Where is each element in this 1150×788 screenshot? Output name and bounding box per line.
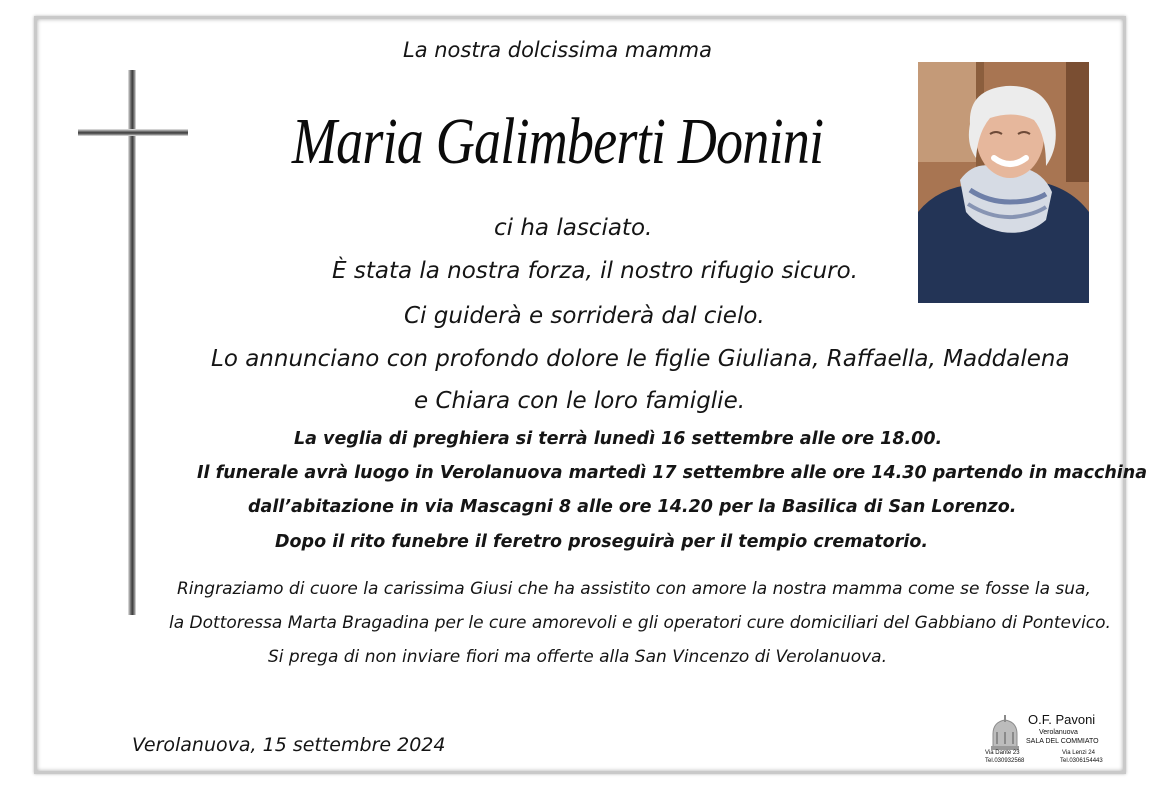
thanks-line: Ringraziamo di cuore la carissima Giusi che ha assistito con amore la nostra mamma come se fosse la sua, <box>177 579 1091 599</box>
ceremony-line: Il funerale avrà luogo in Verolanuova martedì 17 settembre alle ore 14.30 partendo in macchina <box>197 463 1148 483</box>
deceased-name: Maria Galimberti Donini <box>291 105 824 178</box>
ceremony-line: La veglia di preghiera si terrà lunedì 16 settembre alle ore 18.00. <box>294 429 943 449</box>
funeral-home-city: Verolanuova <box>1039 729 1078 736</box>
message-line: È stata la nostra forza, il nostro rifugio sicuro. <box>332 258 858 284</box>
funeral-home-logo <box>985 712 1103 770</box>
message-line: ci ha lasciato. <box>494 215 653 241</box>
portrait-photo <box>918 62 1089 303</box>
message-line: e Chiara con le loro famiglie. <box>414 388 746 414</box>
funeral-home-address-1: Via Dante 23 <box>985 750 1020 756</box>
funeral-home-phone-2: Tel.0306154443 <box>1060 758 1103 764</box>
funeral-home-name: O.F. Pavoni <box>1028 712 1096 727</box>
ceremony-line: dall’abitazione in via Mascagni 8 alle ore 14.20 per la Basilica di San Lorenzo. <box>248 497 1017 517</box>
funeral-home-hall: SALA DEL COMMIATO <box>1026 738 1099 745</box>
message-line: Ci guiderà e sorriderà dal cielo. <box>404 303 765 329</box>
intro-text: La nostra dolcissima mamma <box>403 38 712 62</box>
place-date: Verolanuova, 15 settembre 2024 <box>132 734 446 756</box>
message-line: Lo annunciano con profondo dolore le figlie Giuliana, Raffaella, Maddalena <box>211 346 1070 372</box>
dome-icon <box>985 714 1025 754</box>
ceremony-line: Dopo il rito funebre il feretro proseguirà per il tempio crematorio. <box>275 532 928 552</box>
thanks-line: la Dottoressa Marta Bragadina per le cure amorevoli e gli operatori cure domiciliari del Gabbiano di Pontevico. <box>169 613 1111 633</box>
portrait-illustration <box>918 62 1089 303</box>
funeral-home-phone-1: Tel.030932568 <box>985 758 1025 764</box>
thanks-line: Si prega di non inviare fiori ma offerte alla San Vincenzo di Verolanuova. <box>268 647 887 667</box>
funeral-home-address-2: Via Lenzi 24 <box>1062 750 1095 756</box>
